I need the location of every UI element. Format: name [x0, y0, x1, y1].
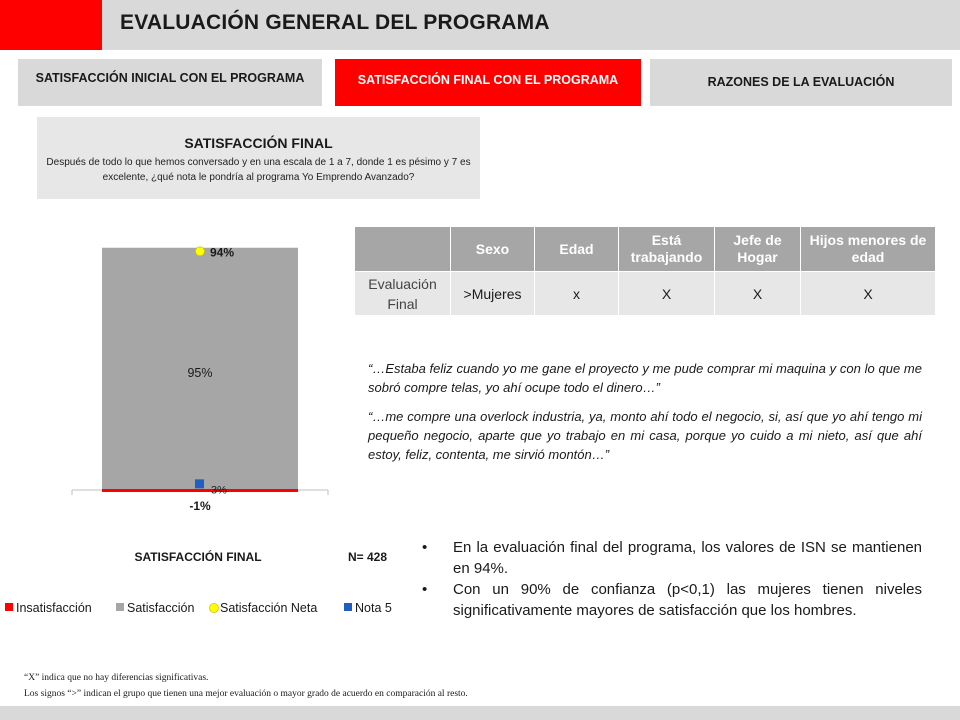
label-satisfaccion: 95%: [187, 365, 213, 380]
table-cell-trabajando: X: [619, 271, 715, 315]
question-box: [37, 117, 480, 199]
page-title: EVALUACIÓN GENERAL DEL PROGRAMA: [120, 11, 550, 34]
testimonial-quotes: [368, 359, 922, 464]
question-text: Después de todo lo que hemos conversado y en una escala de 1 a 7, donde 1 es pésimo y 7 es excelente, ¿qué nota le pondría al programa Yo Emprendo Avanzado?: [46, 157, 471, 183]
legend-label-1: Satisfacción: [127, 601, 195, 615]
footer-band: [0, 706, 960, 720]
legend-marker-0: [5, 603, 13, 611]
table-header-trabajando: Está trabajando: [619, 227, 715, 271]
table-header-row: [355, 227, 935, 271]
table-header-edad: Edad: [535, 227, 619, 271]
quote-1: “…Estaba feliz cuando yo me gane el proyecto y me pude comprar mi maquina y con lo que me sobró compre telas, yo ahí ocupe todo el dinero…”: [368, 361, 922, 395]
chart-category-label: SATISFACCIÓN FINAL: [134, 550, 262, 564]
table-cell-edad: x: [535, 271, 619, 315]
legend-label-2: Satisfacción Neta: [220, 601, 318, 615]
quote-2: “…me compre una overlock industria, ya, monto ahí todo el negocio, si, así que yo ahí tengo mi pequeño negocio, aparte que yo trabajo en mi casa, porque yo cuido a mi nieto, así que ahí estoy, feliz, contenta, me sirvió montón…”: [368, 409, 922, 462]
legend-label-0: Insatisfacción: [16, 601, 92, 615]
bullet-item: • Con un 90% de confianza (p<0,1) las mujeres tienen niveles significativamente mayores de satisfacción que los hombres.: [422, 579, 922, 621]
table-row-label: Evaluación Final: [355, 271, 451, 315]
table-header-corner: [355, 227, 451, 271]
legend-marker-1: [116, 603, 124, 611]
table-header-sexo: Sexo: [451, 227, 535, 271]
legend-marker-3: [344, 603, 352, 611]
legend-label-3: Nota 5: [355, 601, 392, 615]
tab-satisfaccion-final[interactable]: SATISFACCIÓN FINAL CON EL PROGRAMA: [335, 59, 641, 106]
footnote-signs: Los signos “>” indican el grupo que tienen una mejor evaluación o mayor grado de acuerdo en comparación al resto.: [24, 689, 468, 699]
table-cell-sexo: >Mujeres: [451, 271, 535, 315]
footnotes: [24, 670, 468, 702]
table-header-hijos: Hijos menores de edad: [801, 227, 935, 271]
question-title: SATISFACCIÓN FINAL: [184, 135, 333, 151]
table-header-jefe-hogar: Jefe de Hogar: [715, 227, 801, 271]
chart-sample-size: N= 428: [348, 550, 388, 564]
label-nota-5: 3%: [211, 484, 227, 497]
label-satisfaccion-neta: 94%: [210, 245, 235, 260]
tab-satisfaccion-inicial[interactable]: SATISFACCIÓN INICIAL CON EL PROGRAMA: [18, 59, 322, 106]
table-row: [355, 271, 935, 315]
legend-marker-2: [210, 604, 219, 613]
bar-insatisfaccion: [102, 489, 298, 492]
marker-satisfaccion-neta: [196, 247, 205, 256]
table-cell-jefe-hogar: X: [715, 271, 801, 315]
bullet-item: • En la evaluación final del programa, los valores de ISN se mantienen en 94%.: [422, 537, 922, 579]
tab-razones-evaluacion[interactable]: RAZONES DE LA EVALUACIÓN: [650, 59, 952, 106]
footnote-x: “X” indica que no hay diferencias significativas.: [24, 673, 209, 683]
label-insatisfaccion: -1%: [189, 499, 211, 513]
marker-nota-5: [195, 479, 204, 488]
segment-table: [355, 227, 935, 315]
header-accent: [0, 0, 102, 50]
conclusion-bullets: [422, 537, 922, 621]
table-cell-hijos: X: [801, 271, 935, 315]
